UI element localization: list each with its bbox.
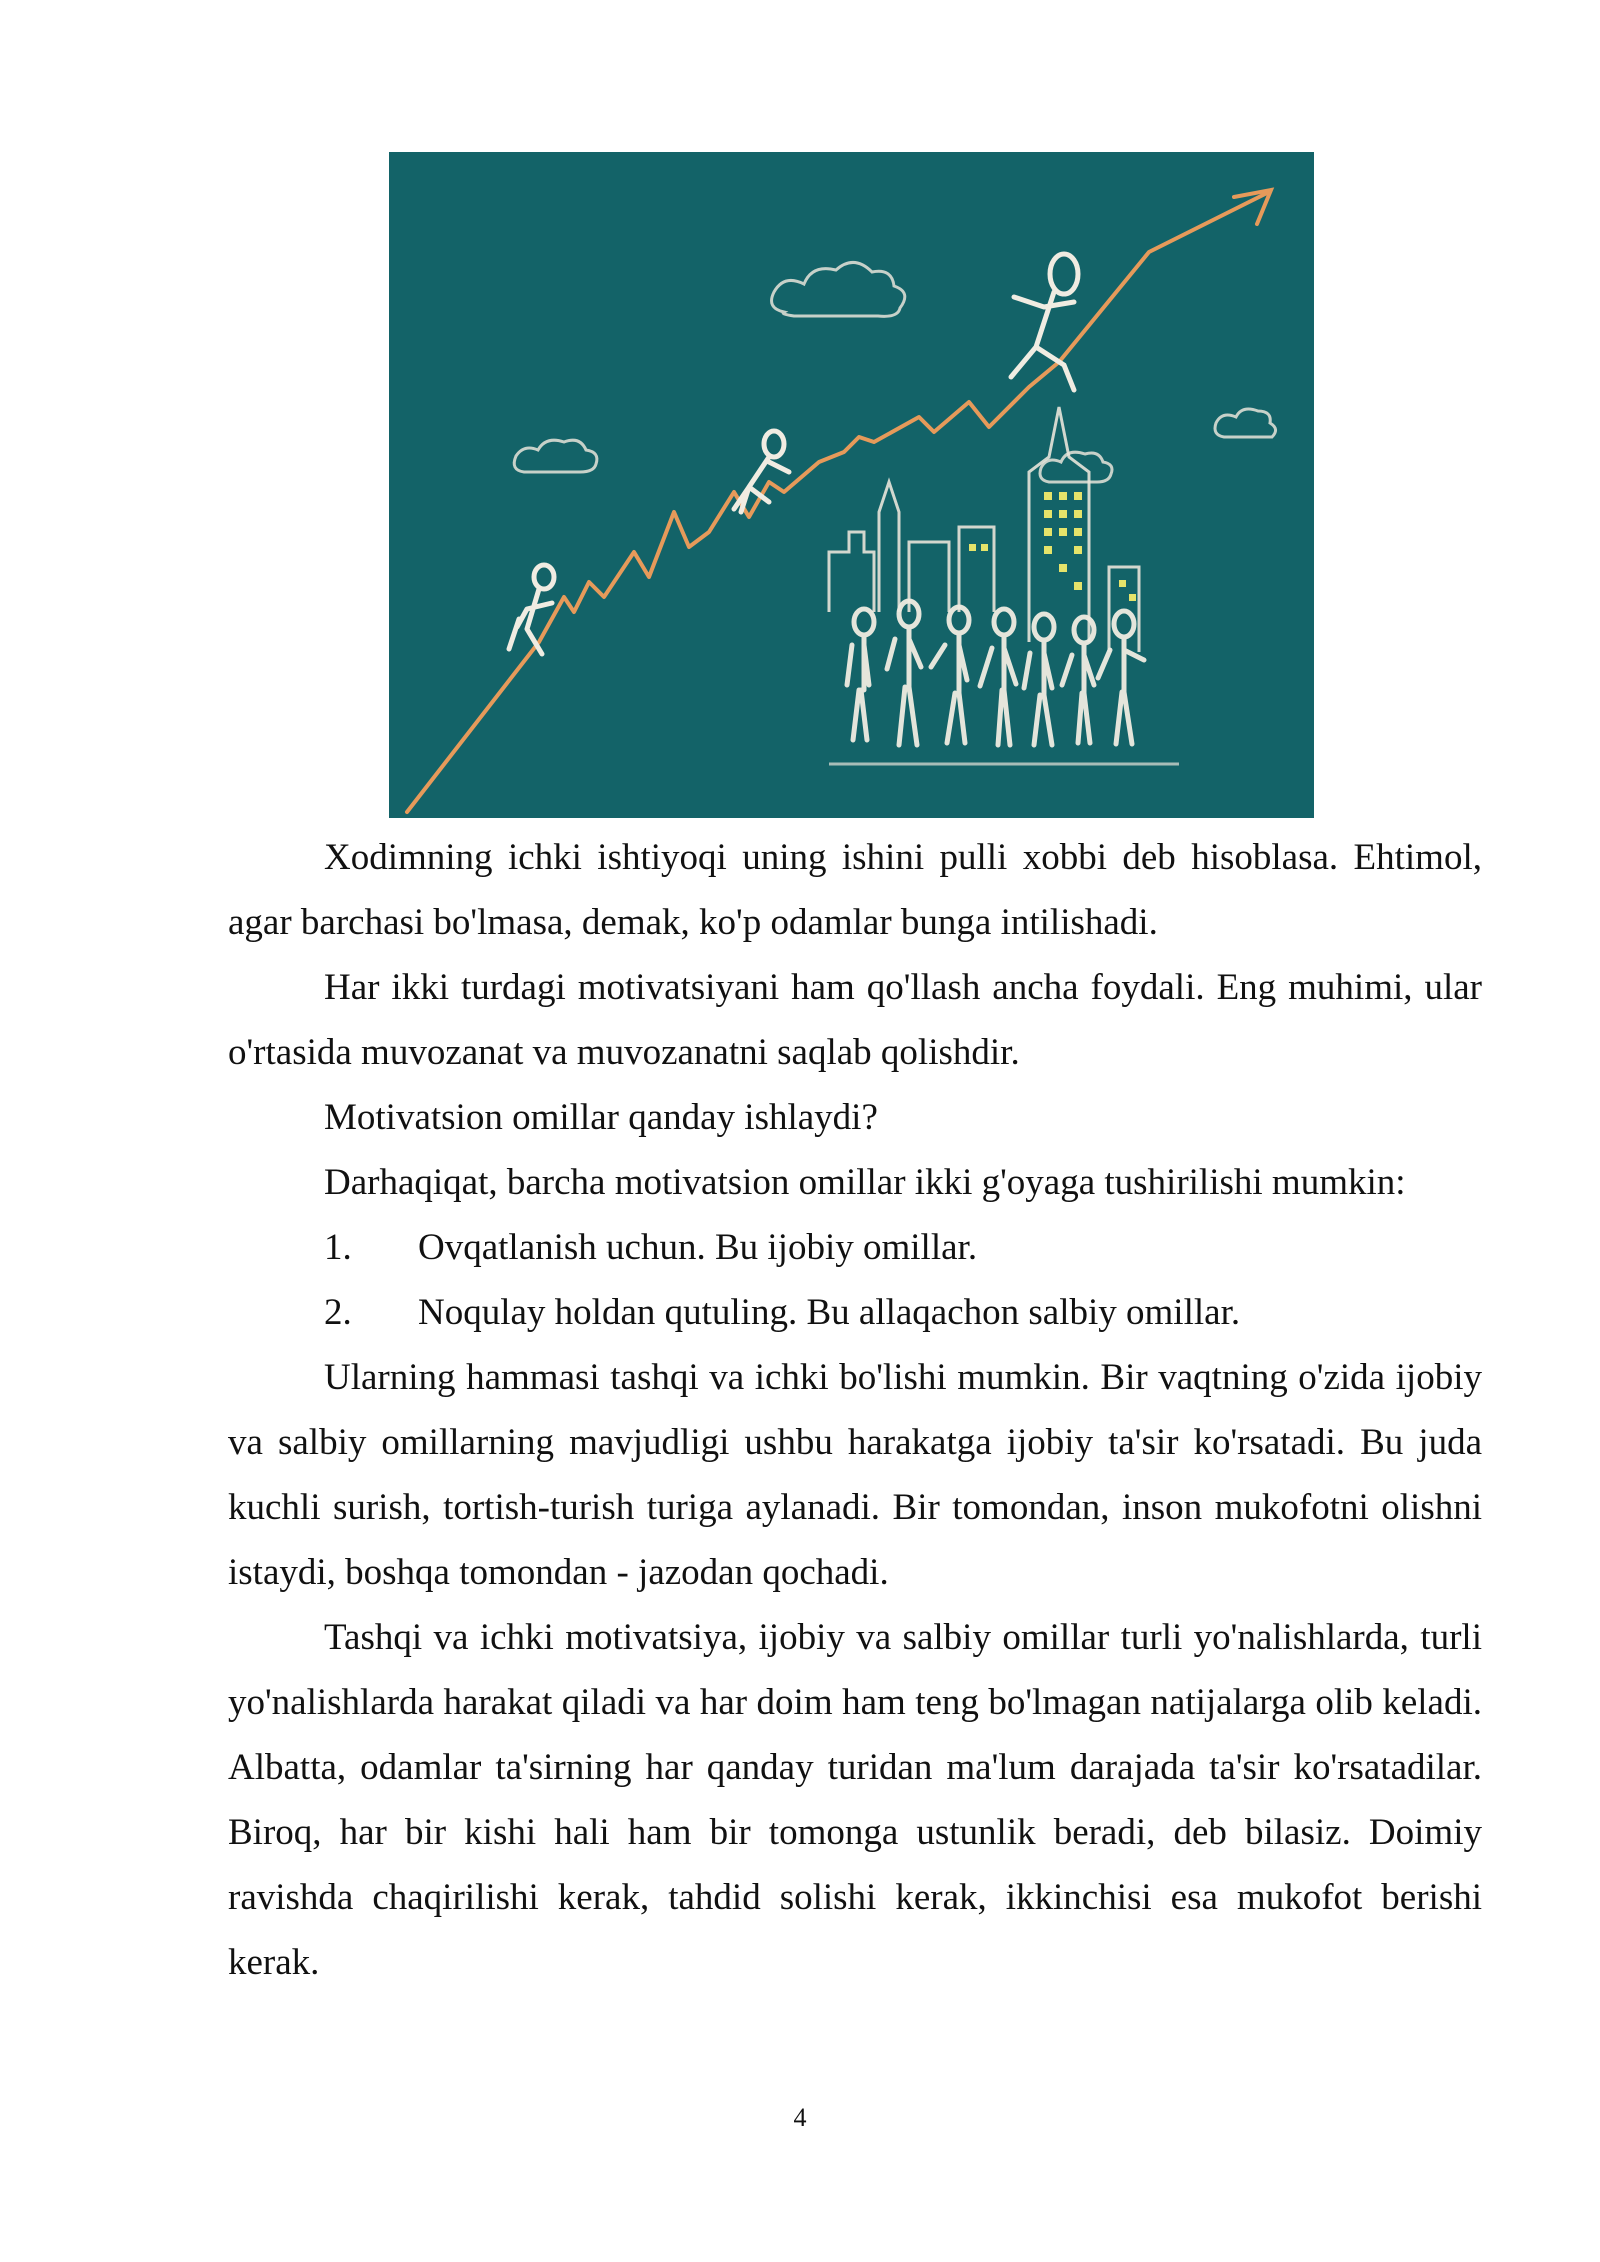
paragraph-1: Xodimning ichki ishtiyoqi uning ishini pulli xobbi deb hisoblasa. Ehtimol, agar barchasi bo'lmasa, demak, ko'p odamlar bunga intilishadi.	[228, 837, 1482, 943]
paragraph-5: Ularning hammasi tashqi va ichki bo'lishi mumkin. Bir vaqtning o'zida ijobiy va salbiy omillarning mavjudligi ushbu harakatga ijobiy ta'sir ko'rsatadi. Bu juda kuchli surish, tortish-turish turiga aylanadi. Bir tomondan, inson mukofotni olishni istaydi, boshqa tomondan - jazodan qochadi.	[228, 1357, 1482, 1593]
list-text: Ovqatlanish uchun. Bu ijobiy omillar.	[418, 1227, 978, 1268]
body-text	[228, 825, 1482, 1995]
list-item-1	[228, 1215, 1482, 1280]
list-item-2	[228, 1280, 1482, 1345]
list-number: 2.	[324, 1292, 352, 1333]
list-text: Noqulay holdan qutuling. Bu allaqachon salbiy omillar.	[418, 1292, 1241, 1333]
chalkboard-growth-icon	[389, 152, 1314, 818]
chalkboard-growth-illustration	[389, 152, 1314, 818]
paragraph-4: Darhaqiqat, barcha motivatsion omillar ikki g'oyaga tushirilishi mumkin:	[324, 1162, 1406, 1203]
page-number: 4	[793, 2103, 807, 2132]
list-number: 1.	[324, 1227, 352, 1268]
paragraph-6: Tashqi va ichki motivatsiya, ijobiy va salbiy omillar turli yo'nalishlarda, turli yo'nalishlarda harakat qiladi va har doim ham teng bo'lmagan natijalarga olib keladi. Albatta, odamlar ta'sirning har qanday turidan ma'lum darajada ta'sir ko'rsatadilar. Biroq, har bir kishi hali ham bir tomonga ustunlik beradi, deb bilasiz. Doimiy ravishda chaqirilishi kerak, tahdid solishi kerak, ikkinchisi esa mukofot berishi kerak.	[228, 1617, 1482, 1983]
paragraph-2: Har ikki turdagi motivatsiyani ham qo'llash ancha foydali. Eng muhimi, ular o'rtasida muvozanat va muvozanatni saqlab qolishdir.	[228, 967, 1482, 1073]
paragraph-3: Motivatsion omillar qanday ishlaydi?	[324, 1097, 878, 1138]
